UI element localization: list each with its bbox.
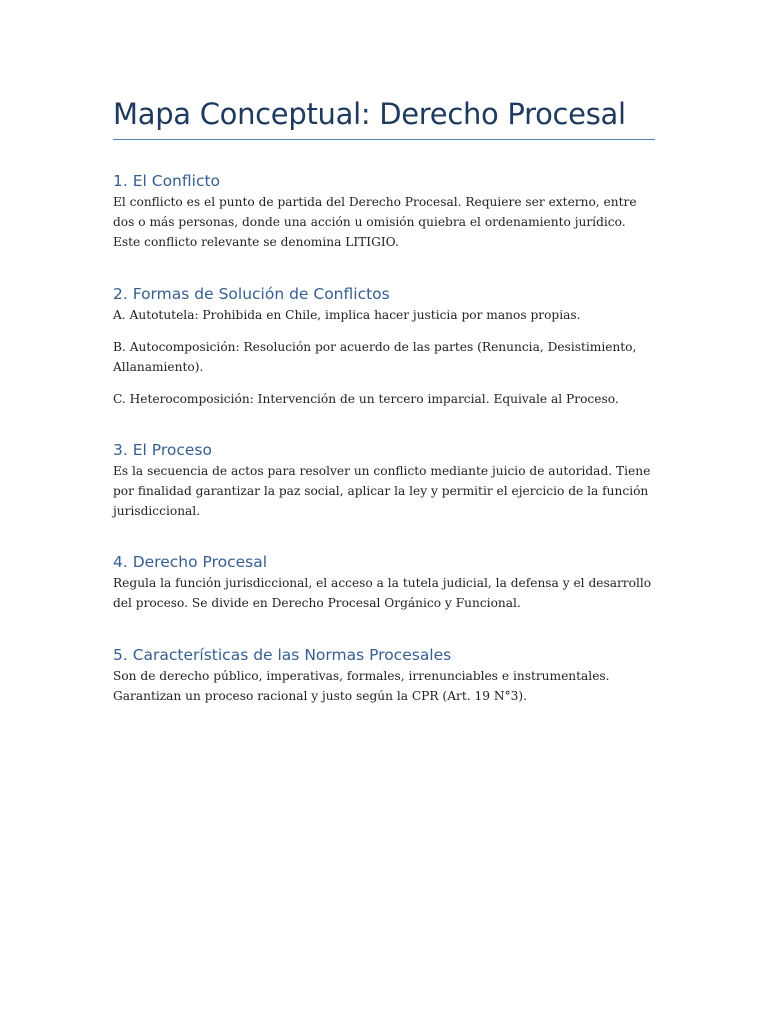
title-underline xyxy=(113,139,655,140)
section-proceso xyxy=(113,439,655,521)
document-page xyxy=(113,92,655,706)
section-heading: 4. Derecho Procesal xyxy=(113,553,268,571)
section-paragraph: Son de derecho público, imperativas, formales, irrenunciables e instrumentales. Garantizan un proceso racional y justo según la CPR (Art. 19 N°3). xyxy=(113,669,610,703)
section-heading: 1. El Conflicto xyxy=(113,172,221,190)
section-heading: 3. El Proceso xyxy=(113,441,212,459)
section-paragraph-autocomposicion: B. Autocomposición: Resolución por acuerdo de las partes (Renuncia, Desistimiento, Allanamiento). xyxy=(113,340,637,374)
section-heading: 2. Formas de Solución de Conflictos xyxy=(113,285,390,303)
section-paragraph: El conflicto es el punto de partida del Derecho Procesal. Requiere ser externo, entre dos o más personas, donde una acción u omisión quiebra el ordenamiento jurídico. Este conflicto relevante se denomina LITIGIO. xyxy=(113,195,637,249)
section-derecho-procesal xyxy=(113,551,655,613)
section-caracteristicas xyxy=(113,644,655,706)
section-paragraph: Es la secuencia de actos para resolver un conflicto mediante juicio de autoridad. Tiene por finalidad garantizar la paz social, aplicar la ley y permitir el ejercicio de la función jurisdiccional. xyxy=(113,464,651,518)
section-formas-solucion xyxy=(113,283,655,409)
section-paragraph: Regula la función jurisdiccional, el acceso a la tutela judicial, la defensa y el desarrollo del proceso. Se divide en Derecho Procesal Orgánico y Funcional. xyxy=(113,576,652,610)
section-conflicto xyxy=(113,170,655,252)
section-paragraph-autotutela: A. Autotutela: Prohibida en Chile, implica hacer justicia por manos propias. xyxy=(113,308,581,322)
document-title: Mapa Conceptual: Derecho Procesal xyxy=(113,97,626,131)
section-heading: 5. Características de las Normas Procesales xyxy=(113,646,452,664)
section-paragraph-heterocomposicion: C. Heterocomposición: Intervención de un tercero imparcial. Equivale al Proceso. xyxy=(113,392,619,406)
